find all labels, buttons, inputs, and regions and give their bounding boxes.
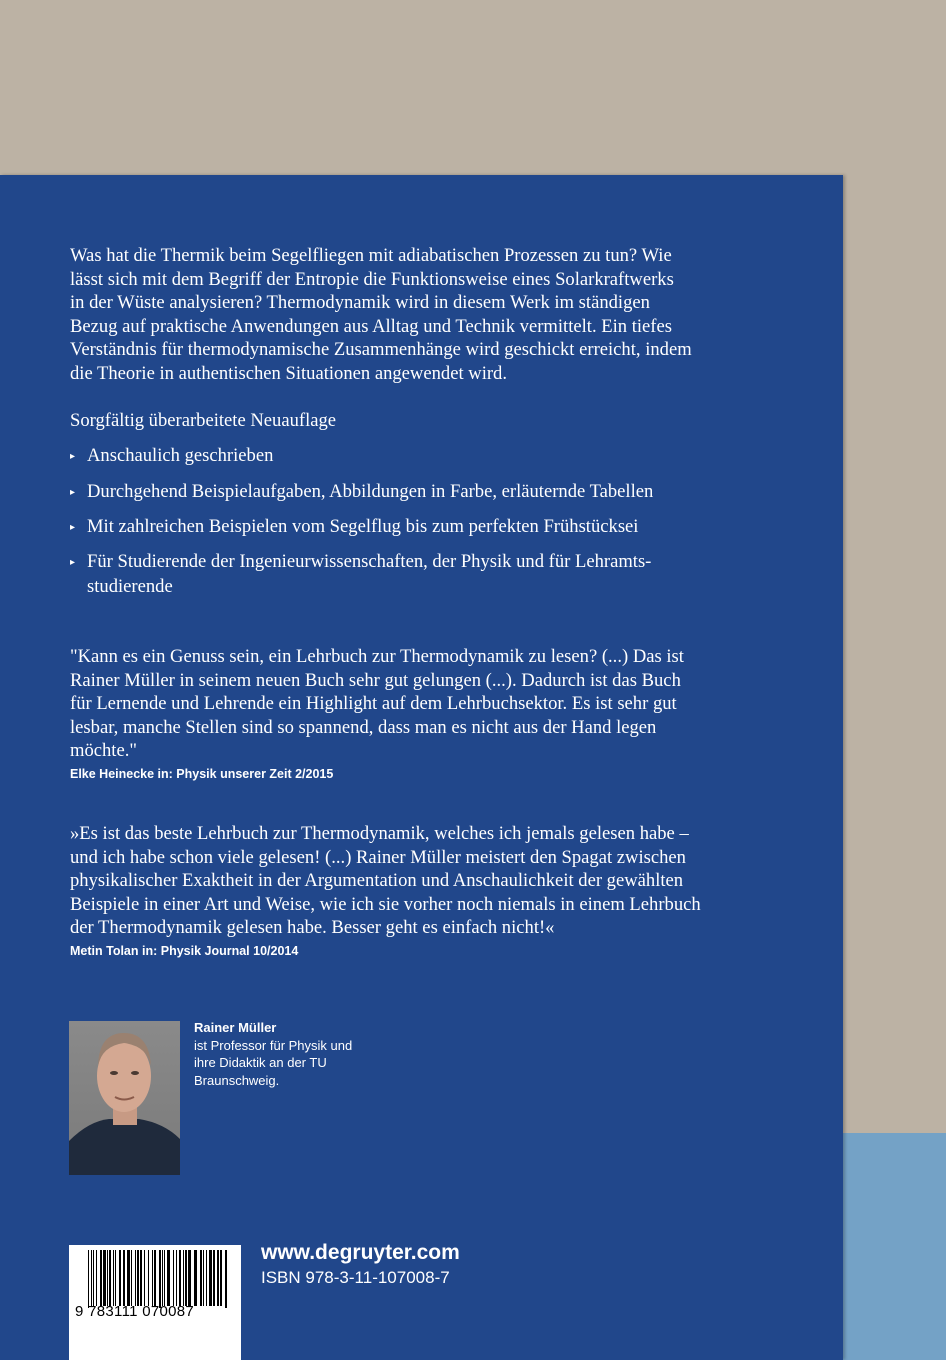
intro-line: Verständnis für thermodynamische Zusammenhänge wird geschickt erreicht, indem — [70, 339, 692, 361]
barcode-bar — [137, 1250, 139, 1306]
intro-line: Was hat die Thermik beim Segelfliegen mit adiabatischen Prozessen zu tun? Wie — [70, 245, 672, 266]
barcode-bar — [96, 1250, 97, 1306]
quote-line: möchte." — [70, 740, 137, 762]
feature-item — [70, 515, 638, 540]
feature-text-continued: studierende — [87, 575, 173, 597]
barcode-bar — [173, 1250, 174, 1306]
barcode-bar — [203, 1250, 204, 1306]
author-bio — [194, 1019, 352, 1089]
isbn-barcode — [69, 1245, 241, 1360]
barcode-bar — [127, 1250, 130, 1306]
quote-line: für Lernende und Lehrende ein Highlight auf dem Lehrbuchsektor. Es ist sehr gut — [70, 693, 677, 715]
barcode-bar — [154, 1250, 156, 1306]
feature-item — [70, 550, 651, 598]
bullet-icon: ▸ — [70, 487, 76, 498]
barcode-bar — [119, 1250, 121, 1306]
bio-line: ist Professor für Physik und — [194, 1037, 353, 1053]
barcode-bar — [162, 1250, 163, 1306]
barcode-bar — [194, 1250, 197, 1306]
barcode-number: 9 783111 070087 — [75, 1303, 195, 1320]
bio-line: ihre Didaktik an der TU — [194, 1055, 327, 1070]
feature-text: Durchgehend Beispielaufgaben, Abbildungen in Farbe, erläuternde Tabellen — [87, 481, 654, 502]
quote-line: Rainer Müller in seinem neuen Buch sehr gut gelungen (...). Dadurch ist das Buch — [70, 669, 681, 691]
barcode-bar — [220, 1250, 222, 1306]
barcode-bar — [176, 1250, 177, 1306]
bullet-icon: ▸ — [70, 522, 76, 533]
review-quote — [70, 822, 701, 940]
intro-line: in der Wüste analysieren? Thermodynamik wird in diesem Werk im ständigen — [70, 292, 650, 314]
barcode-bar — [225, 1250, 227, 1308]
barcode-bar — [148, 1250, 149, 1306]
bullet-icon: ▸ — [70, 451, 76, 462]
barcode-bar — [93, 1250, 94, 1306]
barcode-bar — [206, 1250, 207, 1306]
feature-text: Anschaulich geschrieben — [87, 445, 274, 466]
barcode-bar — [183, 1250, 184, 1306]
barcode-bar — [185, 1250, 187, 1306]
feature-text: Mit zahlreichen Beispielen vom Segelflug bis zum perfekten Frühstücksei — [87, 516, 639, 537]
barcode-bar — [131, 1250, 132, 1306]
barcode-bar — [213, 1250, 215, 1306]
intro-line: lässt sich mit dem Begriff der Entropie die Funktionsweise eines Solarkraftwerks — [70, 268, 674, 290]
barcode-bar — [100, 1250, 102, 1306]
barcode-bar — [200, 1250, 202, 1306]
barcode-bar — [115, 1250, 116, 1306]
feature-text: Für Studierende der Ingenieurwissenschaften, der Physik und für Lehramts- — [87, 551, 652, 572]
feature-item — [70, 444, 273, 469]
quote-line: »Es ist das beste Lehrbuch zur Thermodynamik, welches ich jemals gelesen habe – — [70, 823, 689, 844]
quote-line: lesbar, manche Stellen sind so spannend, dass man es nicht aus der Hand legen — [70, 716, 657, 738]
quote-line: physikalischer Exaktheit in der Argumentation und Anschaulichkeit der gewählten — [70, 870, 684, 892]
barcode-bars — [88, 1250, 229, 1308]
feature-item — [70, 480, 653, 505]
barcode-bar — [152, 1250, 153, 1306]
intro-paragraph — [70, 244, 692, 386]
barcode-bar — [113, 1250, 114, 1306]
background-accent — [843, 1133, 946, 1360]
barcode-bar — [109, 1250, 111, 1306]
barcode-bar — [140, 1250, 142, 1306]
barcode-bar — [188, 1250, 191, 1306]
author-photo — [69, 1021, 180, 1175]
review-source: Elke Heinecke in: Physik unserer Zeit 2/2015 — [70, 767, 334, 781]
bullet-icon: ▸ — [70, 557, 76, 568]
barcode-bar — [217, 1250, 219, 1306]
barcode-bar — [164, 1250, 165, 1306]
publisher-website[interactable]: www.degruyter.com — [261, 1241, 460, 1264]
quote-line: der Thermodynamik gelesen habe. Besser geht es einfach nicht!« — [70, 917, 555, 939]
intro-line: Bezug auf praktische Anwendungen aus Alltag und Technik vermittelt. Ein tiefes — [70, 315, 672, 337]
barcode-bar — [91, 1250, 92, 1306]
isbn-text: ISBN 978-3-11-107008-7 — [261, 1268, 450, 1287]
barcode-bar — [179, 1250, 181, 1306]
barcode-bar — [123, 1250, 125, 1306]
quote-line: und ich habe schon viele gelesen! (...) Rainer Müller meistert den Spagat zwischen — [70, 846, 686, 868]
review-quote — [70, 645, 684, 763]
features-heading: Sorgfältig überarbeitete Neuauflage — [70, 410, 337, 431]
intro-line: die Theorie in authentischen Situationen angewendet wird. — [70, 362, 507, 384]
barcode-bar — [107, 1250, 108, 1306]
bio-line: Braunschweig. — [194, 1072, 280, 1088]
quote-line: "Kann es ein Genuss sein, ein Lehrbuch zur Thermodynamik zu lesen? (...) Das ist — [70, 646, 684, 667]
barcode-bar — [159, 1250, 161, 1308]
barcode-bar — [135, 1250, 136, 1306]
barcode-bar — [209, 1250, 212, 1306]
review-source: Metin Tolan in: Physik Journal 10/2014 — [70, 944, 299, 958]
barcode-bar — [167, 1250, 170, 1306]
barcode-bar — [103, 1250, 106, 1306]
barcode-bar — [88, 1250, 89, 1308]
barcode-bar — [144, 1250, 145, 1306]
author-name: Rainer Müller — [194, 1020, 277, 1035]
quote-line: Beispiele in einer Art und Weise, wie ich sie vorher noch niemals in einem Lehrbuch — [70, 893, 701, 915]
